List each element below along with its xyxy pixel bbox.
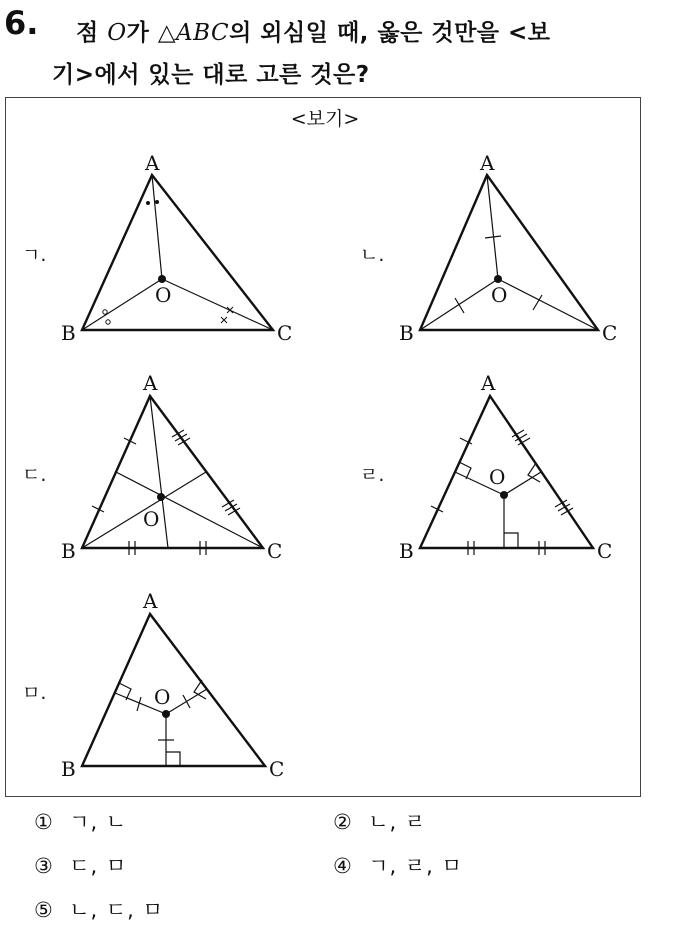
vertex-b-label: B <box>61 757 76 781</box>
vertex-a-label: A <box>145 151 160 175</box>
figure-label-5: ㅁ. <box>22 682 47 704</box>
vertex-b-label: B <box>399 321 414 345</box>
figure-label-4: ㄹ. <box>360 464 385 486</box>
choice-1[interactable] <box>34 806 127 836</box>
choice-number: ④ <box>333 854 353 878</box>
figure-5-diagram <box>55 586 295 786</box>
figure-label-2: ㄴ. <box>360 244 385 266</box>
choice-text: ㄴ, ㄷ, ㅁ <box>69 898 164 922</box>
choice-text: ㄷ, ㅁ <box>69 854 128 878</box>
question-number: 6. <box>4 4 39 42</box>
vertex-c-label: C <box>597 539 613 563</box>
stem-triangle-abc: ABC <box>176 20 230 46</box>
choice-number: ② <box>333 810 353 834</box>
example-box-title: <보기> <box>290 108 360 130</box>
stem-text-pre: 점 <box>76 20 108 46</box>
figure-2-diagram <box>395 150 635 350</box>
vertex-c-label: C <box>267 539 283 563</box>
choice-text: ㄴ, ㄹ <box>368 810 427 834</box>
figure-label-3: ㄷ. <box>22 464 47 486</box>
center-o-label: O <box>491 283 508 307</box>
figure-1-diagram <box>55 150 295 350</box>
vertex-a-label: A <box>143 371 158 395</box>
vertex-b-label: B <box>399 539 414 563</box>
center-o-label: O <box>154 685 171 709</box>
center-o-label: O <box>143 507 160 531</box>
center-o-label: O <box>155 283 172 307</box>
choice-text: ㄱ, ㄴ <box>69 810 128 834</box>
vertex-b-label: B <box>61 321 76 345</box>
vertex-a-label: A <box>480 151 495 175</box>
vertex-b-label: B <box>61 539 76 563</box>
choice-text: ㄱ, ㄹ, ㅁ <box>368 854 463 878</box>
choice-4[interactable] <box>333 850 463 880</box>
choice-number: ③ <box>34 854 54 878</box>
vertex-c-label: C <box>269 757 285 781</box>
figure-label-1: ㄱ. <box>22 244 47 266</box>
question-stem-line-2: 기>에서 있는 대로 고른 것은? <box>52 62 370 88</box>
vertex-c-label: C <box>277 321 293 345</box>
question-stem-line-1 <box>76 14 551 47</box>
choice-3[interactable] <box>34 850 127 880</box>
vertex-c-label: C <box>602 321 618 345</box>
figure-3-diagram <box>55 368 295 568</box>
choice-number: ① <box>34 810 54 834</box>
center-o-label: O <box>489 465 506 489</box>
stem-text-mid: 가 △ <box>126 20 177 46</box>
vertex-a-label: A <box>481 371 496 395</box>
stem-point-o: O <box>107 20 127 46</box>
choice-5[interactable] <box>34 894 164 924</box>
vertex-a-label: A <box>143 589 158 613</box>
stem-text-post: 의 외심일 때, 옳은 것만을 <보 <box>229 20 551 46</box>
choice-2[interactable] <box>333 806 426 836</box>
choice-number: ⑤ <box>34 898 54 922</box>
figure-4-diagram <box>395 368 635 568</box>
